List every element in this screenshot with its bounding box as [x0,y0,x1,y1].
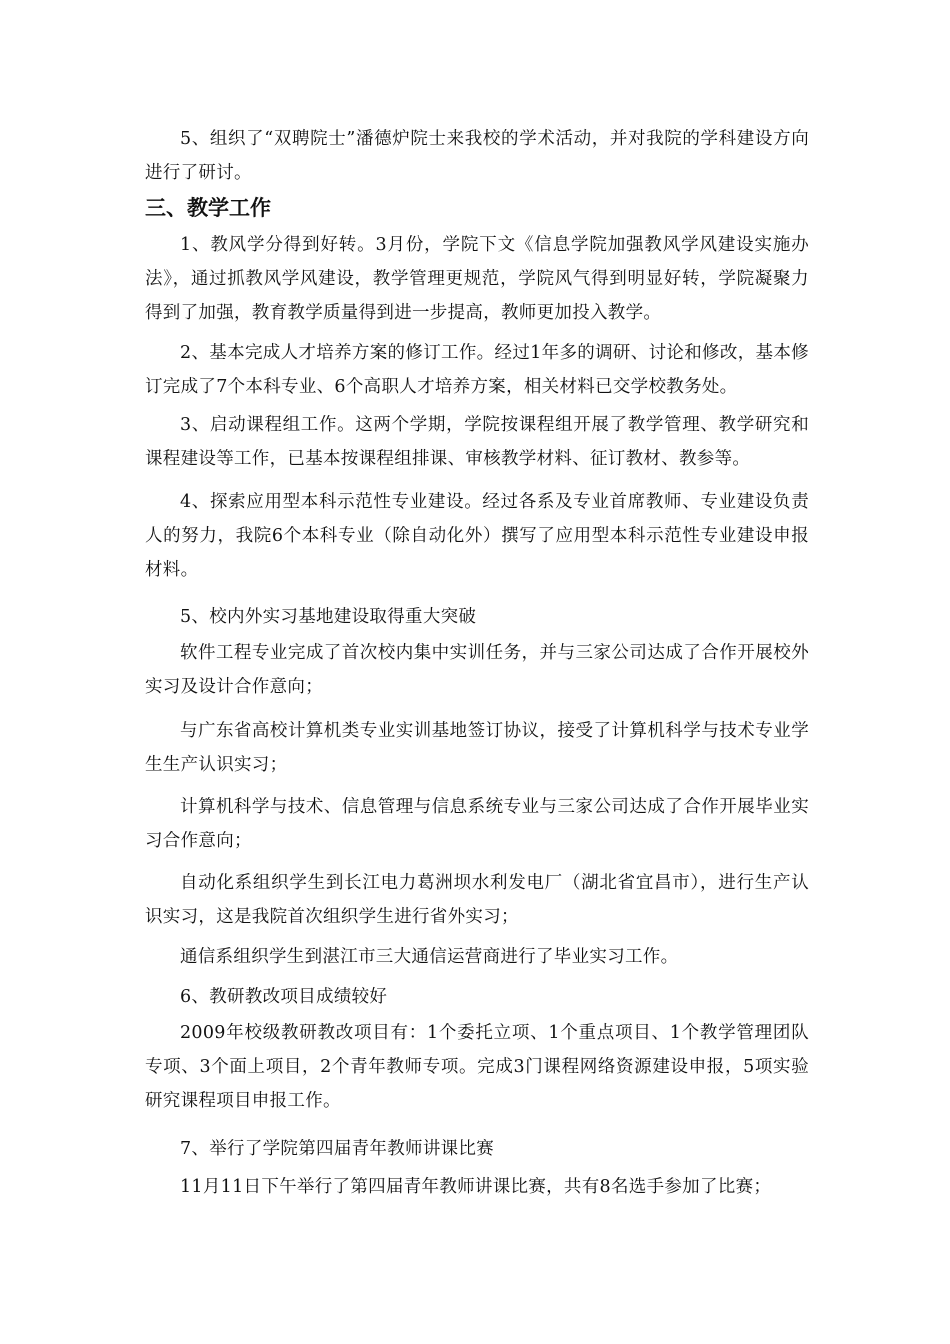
paragraph-software-engineering: 软件工程专业完成了首次校内集中实训任务，并与三家公司达成了合作开展校外实习及设计合作意向； [145,643,809,697]
paragraph-internship-base-title: 5、校内外实习基地建设取得重大突破 [180,607,477,627]
paragraph-automation-internship: 自动化系组织学生到长江电力葛洲坝水利发电厂（湖北省宜昌市），进行生产认识实习，这是我院首次组织学生进行省外实习； [145,873,809,927]
paragraph-teaching-style: 1、教风学分得到好转。3月份，学院下文《信息学院加强教风学风建设实施办法》，通过抓教风学风建设，教学管理更规范，学院风气得到明显好转，学院凝聚力得到了加强，教育教学质量得到进一步提高，教师更加投入教学。 [145,235,809,323]
paragraph-research-reform-title: 6、教研教改项目成绩较好 [180,987,388,1007]
paragraph-training-plan: 2、基本完成人才培养方案的修订工作。经过1年多的调研、讨论和修改，基本修订完成了7个本科专业、6个高职人才培养方案，相关材料已交学校教务处。 [145,343,809,397]
paragraph-cs-internship: 计算机科学与技术、信息管理与信息系统专业与三家公司达成了合作开展毕业实习合作意向； [145,797,809,851]
paragraph-academician-activity: 5、组织了“双聘院士”潘德炉院士来我校的学术活动，并对我院的学科建设方向进行了研讨。 [145,129,809,183]
paragraph-teaching-contest-title: 7、举行了学院第四届青年教师讲课比赛 [180,1139,495,1159]
paragraph-communication-internship: 通信系组织学生到湛江市三大通信运营商进行了毕业实习工作。 [180,947,679,967]
paragraph-applied-undergrad: 4、探索应用型本科示范性专业建设。经过各系及专业首席教师、专业建设负责人的努力，我院6个本科专业（除自动化外）撰写了应用型本科示范性专业建设申报材料。 [145,492,809,580]
paragraph-teaching-contest-detail: 11月11日下午举行了第四届青年教师讲课比赛，共有8名选手参加了比赛； [180,1177,772,1197]
paragraph-course-group: 3、启动课程组工作。这两个学期，学院按课程组开展了教学管理、教学研究和课程建设等工作，已基本按课程组排课、审核教学材料、征订教材、教参等。 [145,415,809,469]
section-heading-teaching-work: 三、教学工作 [145,196,271,220]
paragraph-research-projects: 2009年校级教研教改项目有：1个委托立项、1个重点项目、1个教学管理团队专项、3个面上项目，2个青年教师专项。完成3门课程网络资源建设申报，5项实验研究课程项目申报工作。 [145,1023,809,1111]
paragraph-guangdong-agreement: 与广东省高校计算机类专业实训基地签订协议，接受了计算机科学与技术专业学生生产认识实习； [145,721,809,775]
